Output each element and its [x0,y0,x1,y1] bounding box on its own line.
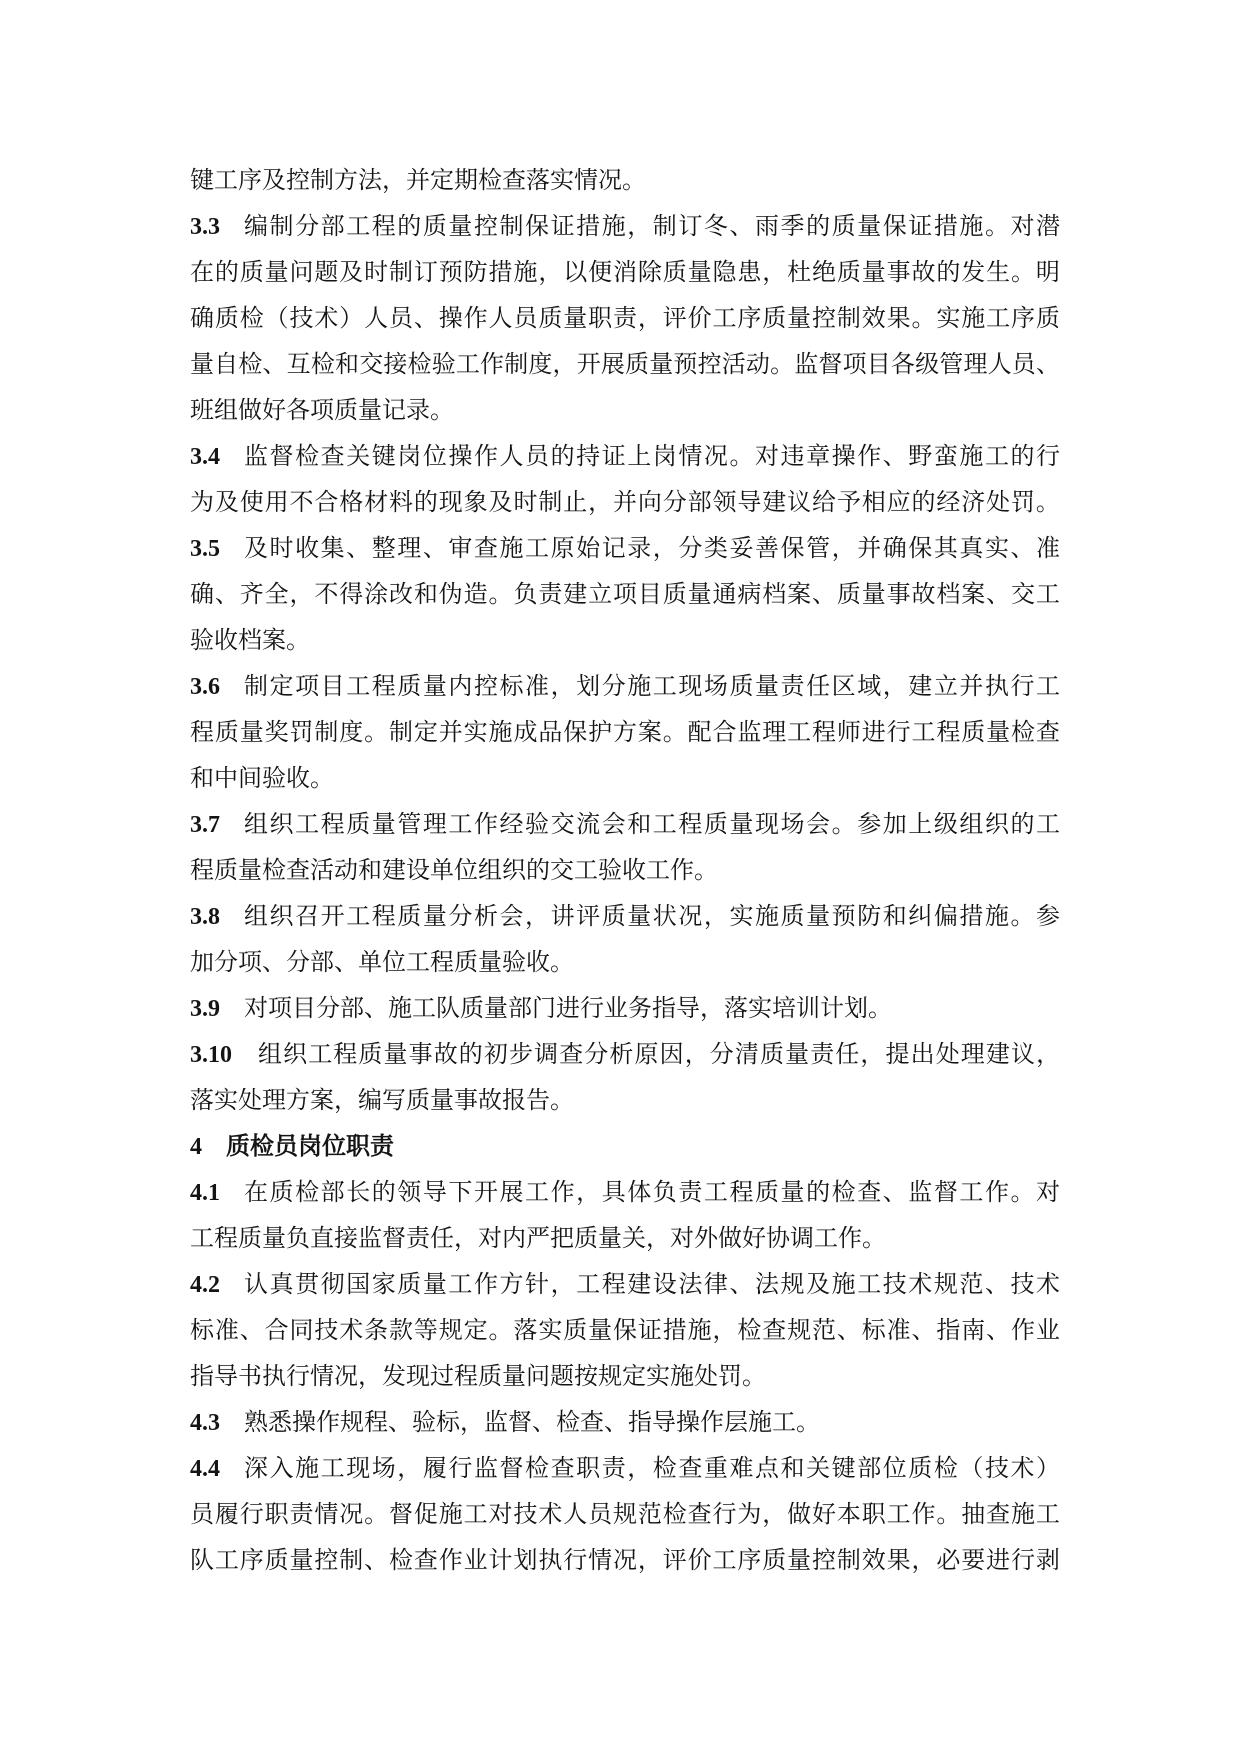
text-line [190,1491,1060,1537]
text-line [190,341,1060,387]
line-text: 队工序质量控制、检查作业计划执行情况，评价工序质量控制效果，必要进行剥 [190,1546,1061,1574]
line-text: 制定项目工程质量内控标准，划分施工现场质量责任区域，建立并执行工 [244,672,1062,700]
clause-number: 4.2 [190,1272,220,1298]
section-heading [190,1123,1060,1169]
line-text: 熟悉操作规程、验标，监督、检查、指导操作层施工。 [244,1408,820,1436]
text-line [190,709,1060,755]
line-text: 认真贯彻国家质量工作方针，工程建设法律、法规及施工技术规范、技术 [244,1270,1062,1298]
line-text: 确、齐全，不得涂改和伪造。负责建立项目质量通病档案、质量事故档案、交工 [190,580,1061,608]
line-text: 班组做好各项质量记录。 [190,396,454,424]
text-line [190,755,1060,801]
text-line [190,249,1060,295]
line-text: 指导书执行情况，发现过程质量问题按规定实施处罚。 [190,1362,766,1390]
text-line [190,1215,1060,1261]
line-text: 在的质量问题及时制订预防措施，以便消除质量隐患，杜绝质量事故的发生。明 [190,258,1061,286]
line-text: 量自检、互检和交接检验工作制度，开展质量预控活动。监督项目各级管理人员、 [190,350,1061,378]
line-text: 组织工程质量事故的初步调查分析原因，分清质量责任，提出处理建议， [258,1040,1062,1068]
text-line [190,801,1060,847]
text-line [190,1169,1060,1215]
heading-text: 质检员岗位职责 [226,1131,394,1160]
text-line [190,157,1060,203]
document-body [190,157,1060,1583]
clause-number: 4.4 [190,1456,220,1482]
line-text: 加分项、分部、单位工程质量验收。 [190,948,574,976]
text-line [190,617,1060,663]
text-line [190,571,1060,617]
text-line [190,1031,1060,1077]
text-line [190,1537,1060,1583]
text-line [190,893,1060,939]
clause-number: 4.1 [190,1180,220,1206]
clause-number: 3.4 [190,444,220,470]
clause-number: 3.8 [190,904,220,930]
line-text: 组织工程质量管理工作经验交流会和工程质量现场会。参加上级组织的工 [244,810,1062,838]
line-text: 程质量奖罚制度。制定并实施成品保护方案。配合监理工程师进行工程质量检查 [190,718,1061,746]
text-line [190,1399,1060,1445]
text-line [190,1077,1060,1123]
text-line [190,1353,1060,1399]
text-line [190,433,1060,479]
line-text: 键工序及控制方法，并定期检查落实情况。 [190,166,646,194]
text-line [190,203,1060,249]
text-line [190,985,1060,1031]
clause-number: 3.5 [190,536,220,562]
text-line [190,1307,1060,1353]
line-text: 对项目分部、施工队质量部门进行业务指导，落实培训计划。 [244,994,892,1022]
line-text: 员履行职责情况。督促施工对技术人员规范检查行为，做好本职工作。抽查施工 [190,1500,1061,1528]
clause-number: 3.9 [190,996,220,1022]
text-line [190,939,1060,985]
line-text: 工程质量负直接监督责任，对内严把质量关，对外做好协调工作。 [190,1224,886,1252]
clause-number: 3.3 [190,214,220,240]
line-text: 确质检（技术）人员、操作人员质量职责，评价工序质量控制效果。实施工序质 [190,304,1061,332]
text-line [190,1445,1060,1491]
line-text: 深入施工现场，履行监督检查职责，检查重难点和关键部位质检（技术） [244,1454,1062,1482]
text-line [190,525,1060,571]
line-text: 为及使用不合格材料的现象及时制止，并向分部领导建议给予相应的经济处罚。 [190,488,1061,516]
line-text: 标准、合同技术条款等规定。落实质量保证措施，检查规范、标准、指南、作业 [190,1316,1061,1344]
text-line [190,1261,1060,1307]
line-text: 程质量检查活动和建设单位组织的交工验收工作。 [190,856,718,884]
text-line [190,295,1060,341]
line-text: 和中间验收。 [190,764,334,792]
line-text: 监督检查关键岗位操作人员的持证上岗情况。对违章操作、野蛮施工的行 [244,442,1062,470]
line-text: 组织召开工程质量分析会，讲评质量状况，实施质量预防和纠偏措施。参 [244,902,1062,930]
clause-number: 3.6 [190,674,220,700]
clause-number: 4.3 [190,1410,220,1436]
text-line [190,387,1060,433]
text-line [190,663,1060,709]
line-text: 落实处理方案，编写质量事故报告。 [190,1086,574,1114]
clause-number: 4 [190,1134,202,1160]
line-text: 在质检部长的领导下开展工作，具体负责工程质量的检查、监督工作。对 [244,1178,1062,1206]
text-line [190,479,1060,525]
clause-number: 3.7 [190,812,220,838]
clause-number: 3.10 [190,1042,232,1068]
line-text: 验收档案。 [190,626,310,654]
line-text: 及时收集、整理、审查施工原始记录，分类妥善保管，并确保其真实、准 [244,534,1062,562]
line-text: 编制分部工程的质量控制保证措施，制订冬、雨季的质量保证措施。对潜 [244,212,1062,240]
text-line [190,847,1060,893]
